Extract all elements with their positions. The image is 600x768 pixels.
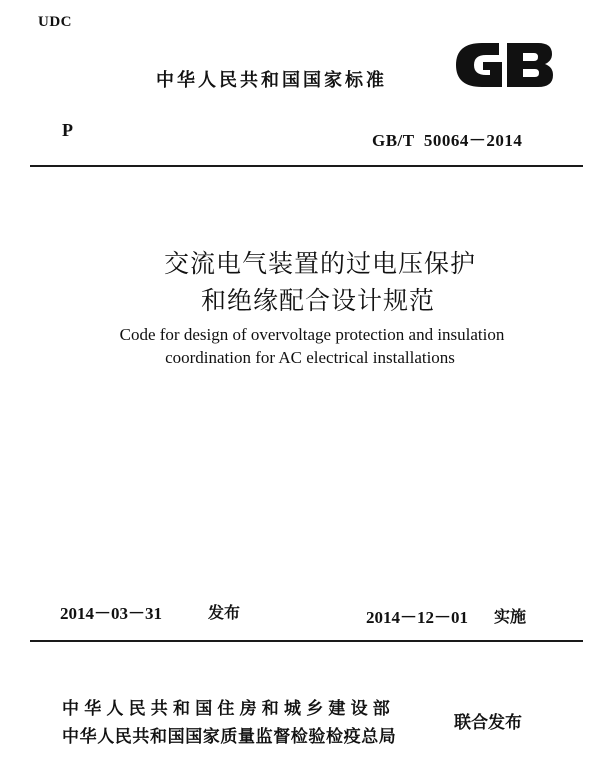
bottom-divider — [30, 640, 583, 642]
english-title-line-2: coordination for AC electrical installations — [165, 348, 455, 367]
udc-label: UDC — [38, 14, 72, 30]
issuer-aqsiq: 中华人民共和国国家质量监督检验检疫总局 — [62, 727, 397, 747]
english-title-line-1: Code for design of overvoltage protection and insulation — [119, 325, 505, 344]
gb-logo — [452, 40, 556, 90]
chinese-title-line-2: 和绝缘配合设计规范 — [200, 286, 435, 315]
issue-date: 2014－03－31 — [60, 604, 162, 623]
top-divider — [30, 165, 583, 167]
joint-issue-label: 联合发布 — [454, 713, 522, 733]
implementation-label: 实施 — [494, 607, 527, 626]
standard-number: GB/T 50064－2014 — [372, 131, 523, 150]
national-standard-heading: 中华人民共和国国家标准 — [156, 70, 387, 91]
category-code: P — [62, 120, 73, 140]
issuer-ministry-housing: 中华人民共和国住房和城乡建设部 — [62, 699, 395, 719]
chinese-title-line-1: 交流电气装置的过电压保护 — [163, 249, 476, 278]
implementation-date: 2014－12－01 — [366, 608, 468, 627]
issue-label: 发布 — [208, 603, 241, 622]
